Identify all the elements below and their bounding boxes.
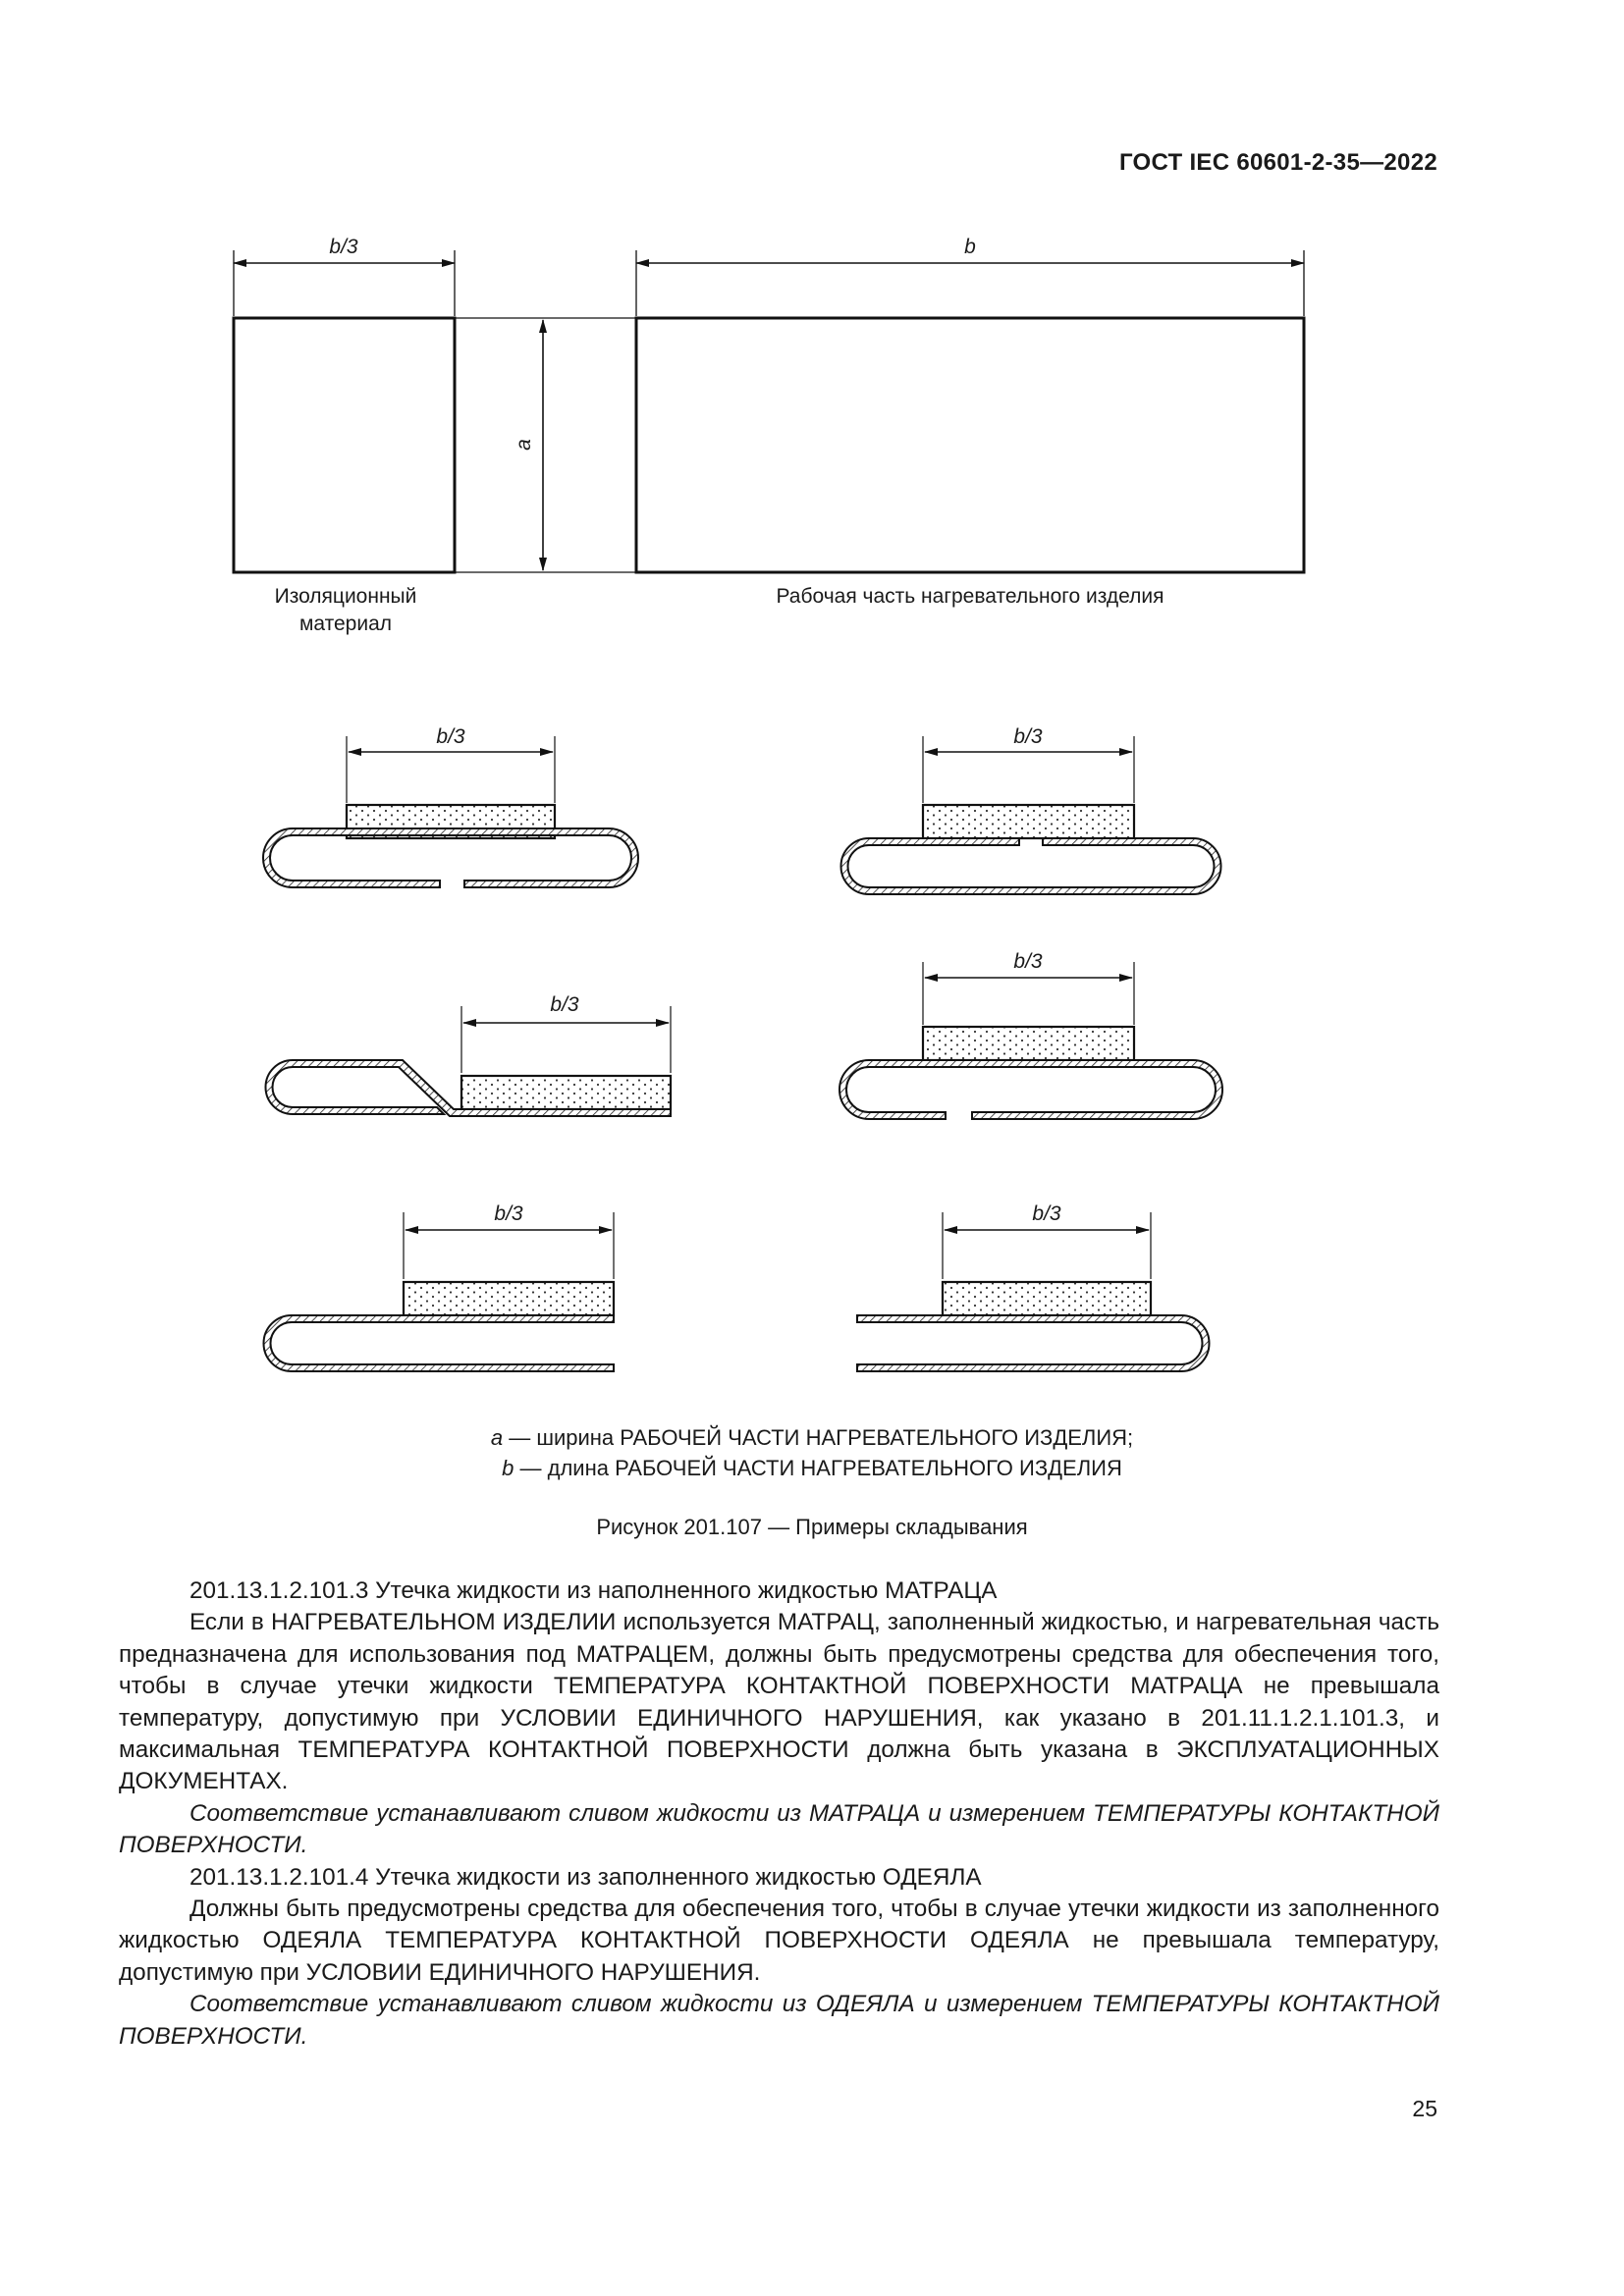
- working-part-rect: [636, 318, 1304, 572]
- folded-heating-element: [264, 1315, 615, 1371]
- dim-label-b: b: [964, 236, 976, 258]
- dim-label-b3-ex1: b/3: [436, 725, 465, 748]
- folded-heating-element: [841, 838, 1221, 894]
- label-insulation-line1: Изоляционный: [274, 585, 417, 608]
- dim-label-b3-ex3: b/3: [550, 993, 579, 1016]
- folded-heating-element: [839, 1060, 1222, 1119]
- paragraph-mattress-compliance: Соответствие устанавливают сливом жидкости из МАТРАЦА и измерением ТЕМПЕРАТУРЫ КОНТАКТНОЙ ПОВЕРХНОСТИ.: [119, 1799, 1439, 1859]
- insulation-block: [461, 1076, 671, 1109]
- fold-example-1: [263, 736, 638, 887]
- document-header: ГОСТ IEC 60601-2-35—2022: [1118, 149, 1437, 176]
- insulation-block: [404, 1282, 614, 1315]
- clause-heading-101-4: 201.13.1.2.101.4 Утечка жидкости из заполненного жидкостью ОДЕЯЛА: [189, 1863, 982, 1891]
- fold-example-6: [857, 1212, 1210, 1371]
- paragraph-blanket-requirement: Должны быть предусмотрены средства для обеспечения того, чтобы в случае утечки жидкости из заполненного жидкостью ОДЕЯЛА ТЕМПЕРАТУРА КОНТАКТНОЙ ПОВЕРХНОСТИ ОДЕЯЛА не превышала температуру, допустимую при УСЛОВИИ ЕДИНИЧНОГО НАРУШЕНИЯ.: [119, 1896, 1439, 1986]
- fold-example-2: [841, 736, 1221, 894]
- fold-example-3: [265, 1006, 671, 1116]
- legend-symbol-a: a: [490, 1425, 504, 1450]
- label-insulation-line2: материал: [298, 613, 393, 635]
- clause-heading-101-3: 201.13.1.2.101.3 Утечка жидкости из наполненного жидкостью МАТРАЦА: [189, 1577, 998, 1604]
- top-layout-diagram: [234, 250, 1304, 572]
- fold-example-5: [264, 1212, 615, 1371]
- insulation-block: [943, 1282, 1151, 1315]
- dim-label-b3-ex2: b/3: [1013, 725, 1043, 748]
- label-working-part: Рабочая часть нагревательного изделия: [776, 585, 1164, 608]
- insulation-rect: [234, 318, 455, 572]
- dim-label-a: a: [513, 439, 535, 451]
- paragraph-mattress-requirement: Если в НАГРЕВАТЕЛЬНОМ ИЗДЕЛИИ используется МАТРАЦ, заполненный жидкостью, и нагревательная часть предназначена для использования под МАТРАЦЕМ, должны быть предусмотрены средства для обеспечения того, чтобы в случае утечки жидкости ТЕМПЕРАТУРА КОНТАКТНОЙ ПОВЕРХНОСТИ МАТРАЦА не превышала температуру, допустимую при УСЛОВИИ ЕДИНИЧНОГО НАРУШЕНИЯ, как указано в 201.11.1.2.1.101.3, и максимальная ТЕМПЕРАТУРА КОНТАКТНОЙ ПОВЕРХНОСТИ должна быть указана в ЭКСПЛУАТАЦИОННЫХ ДОКУМЕНТАХ.: [119, 1609, 1439, 1795]
- dim-label-b3-ex6: b/3: [1032, 1202, 1061, 1225]
- dim-label-b3-top: b/3: [329, 236, 358, 258]
- paragraph-blanket-compliance: Соответствие устанавливают сливом жидкости из ОДЕЯЛА и измерением ТЕМПЕРАТУРЫ КОНТАКТНОЙ ПОВЕРХНОСТИ.: [119, 1991, 1439, 2050]
- dim-label-b3-ex5: b/3: [494, 1202, 523, 1225]
- insulation-block: [923, 805, 1134, 838]
- legend-text-a: — ширина РАБОЧЕЙ ЧАСТИ НАГРЕВАТЕЛЬНОГО ИЗДЕЛИЯ;: [503, 1425, 1134, 1450]
- figure-legend-a: [0, 1422, 1624, 1454]
- page-number: 25: [1412, 2096, 1437, 2121]
- legend-text-b: — длина РАБОЧЕЙ ЧАСТИ НАГРЕВАТЕЛЬНОГО ИЗДЕЛИЯ: [514, 1456, 1122, 1480]
- figure-caption: Рисунок 201.107 — Примеры складывания: [596, 1515, 1028, 1539]
- legend-symbol-b: b: [502, 1456, 514, 1480]
- body-text: [119, 1575, 1439, 2053]
- folded-heating-element: [857, 1315, 1210, 1371]
- insulation-block: [923, 1027, 1134, 1060]
- dim-label-b3-ex4: b/3: [1013, 950, 1043, 973]
- figure-legend-b: [0, 1453, 1624, 1484]
- fold-example-4: [839, 962, 1222, 1119]
